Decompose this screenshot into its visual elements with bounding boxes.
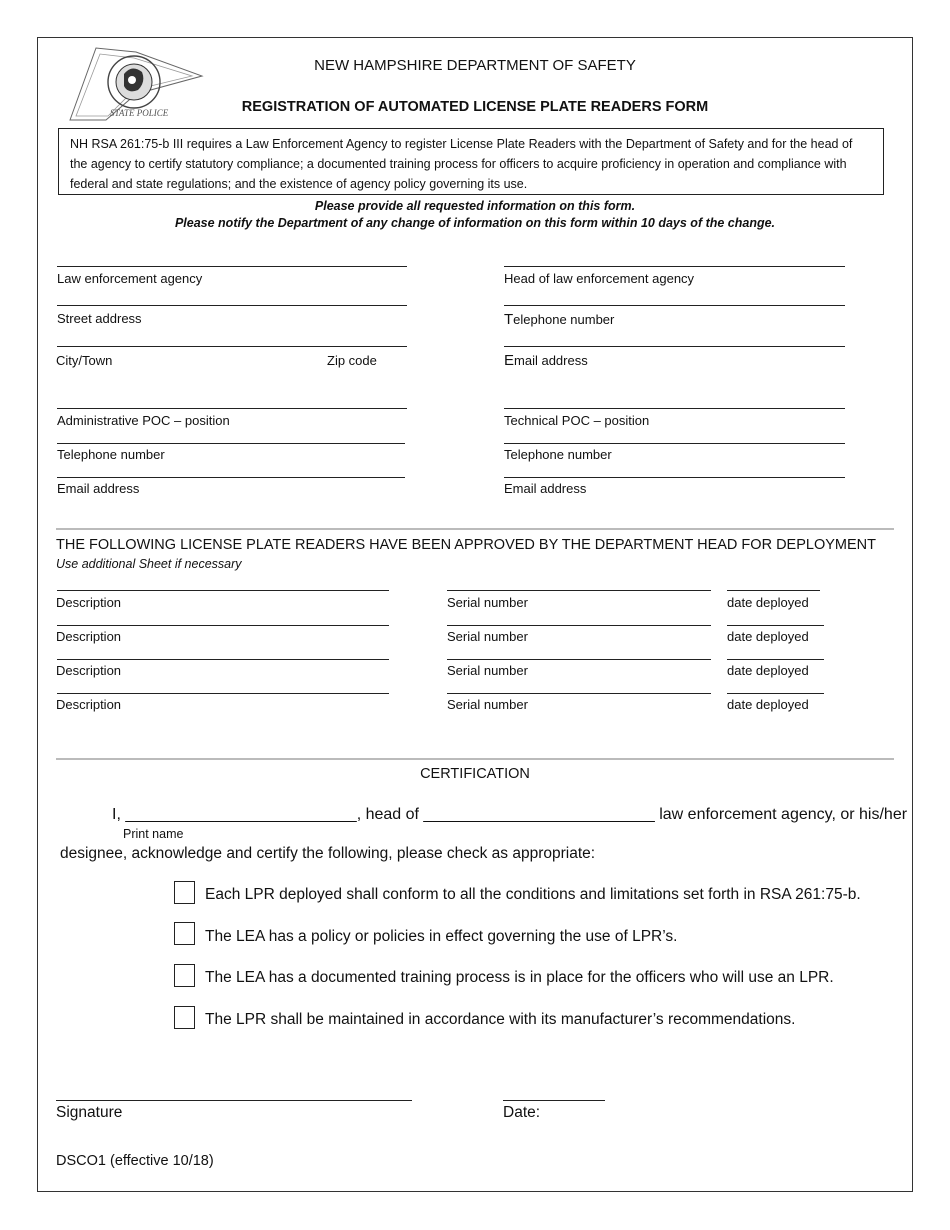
tech-poc-position-field[interactable] (504, 408, 845, 409)
admin-poc-email-field[interactable] (57, 477, 405, 478)
cert-item-3: The LEA has a documented training process is in place for the officers who will use an LPR. (205, 969, 834, 986)
print-name-label: Print name (123, 827, 184, 841)
agency-email-field[interactable] (504, 346, 845, 347)
zip-code-label: Zip code (327, 353, 377, 368)
serial-number-field[interactable] (447, 625, 711, 626)
serial-number-field[interactable] (447, 590, 711, 591)
tech-poc-position-label: Technical POC – position (504, 413, 650, 428)
cert-checkbox-1[interactable] (174, 881, 195, 904)
admin-poc-position-field[interactable] (57, 408, 407, 409)
signature-label: Signature (56, 1104, 123, 1121)
street-address-label: Street address (57, 311, 142, 326)
serial-number-field[interactable] (447, 693, 711, 694)
cert-item-2: The LEA has a policy or policies in effect governing the use of LPR’s. (205, 928, 678, 945)
description-field[interactable] (57, 659, 389, 660)
agency-telephone-label-rest: elephone number (513, 312, 615, 327)
description-field[interactable] (57, 625, 389, 626)
agency-name-label: Law enforcement agency (57, 271, 203, 286)
date-deployed-field[interactable] (727, 659, 824, 660)
city-town-label: City/Town (56, 353, 113, 368)
date-label: Date: (503, 1104, 541, 1121)
description-label: Description (56, 595, 122, 610)
description-label: Description (56, 697, 122, 712)
date-field[interactable] (503, 1100, 605, 1101)
department-name: NEW HAMPSHIRE DEPARTMENT OF SAFETY (314, 57, 636, 74)
cert-checkbox-3[interactable] (174, 964, 195, 987)
description-field[interactable] (57, 590, 389, 591)
lpr-heading: THE FOLLOWING LICENSE PLATE READERS HAVE BEEN APPROVED BY THE DEPARTMENT HEAD FOR DEPLOYMENT (56, 537, 876, 553)
designee-text: designee, acknowledge and certify the following, please check as appropriate: (60, 845, 596, 862)
admin-poc-position-label: Administrative POC – position (57, 413, 230, 428)
admin-poc-phone-field[interactable] (57, 443, 405, 444)
tech-poc-email-label: Email address (504, 481, 587, 496)
description-label: Description (56, 629, 122, 644)
tech-poc-email-field[interactable] (504, 477, 845, 478)
date-deployed-field[interactable] (727, 693, 824, 694)
agency-head-field[interactable] (504, 266, 845, 267)
cert-checkbox-2[interactable] (174, 922, 195, 945)
agency-telephone-label (504, 311, 614, 328)
serial-number-label: Serial number (447, 663, 528, 678)
section-divider (56, 528, 894, 530)
description-label: Description (56, 663, 122, 678)
date-deployed-label: date deployed (727, 629, 809, 644)
agency-email-label (504, 352, 588, 369)
lpr-subheading: Use additional Sheet if necessary (56, 557, 242, 571)
date-deployed-label: date deployed (727, 663, 809, 678)
tech-poc-phone-field[interactable] (504, 443, 845, 444)
certification-heading: CERTIFICATION (420, 766, 530, 782)
agency-telephone-label-initial: T (504, 311, 514, 328)
admin-poc-phone-label: Telephone number (57, 447, 165, 462)
agency-telephone-field[interactable] (504, 305, 845, 306)
signature-field[interactable] (56, 1100, 412, 1101)
cert-item-1: Each LPR deployed shall conform to all the conditions and limitations set forth in RSA 261:75-b. (205, 886, 861, 903)
date-deployed-label: date deployed (727, 697, 809, 712)
form-title: REGISTRATION OF AUTOMATED LICENSE PLATE READERS FORM (241, 99, 709, 115)
agency-name-field[interactable] (57, 266, 407, 267)
cert-item-4: The LPR shall be maintained in accordance with its manufacturer’s recommendations. (205, 1011, 796, 1028)
date-deployed-label: date deployed (727, 595, 809, 610)
tech-poc-phone-label: Telephone number (504, 447, 612, 462)
instruction-line-1: Please provide all requested information on this form. (314, 199, 636, 213)
serial-number-field[interactable] (447, 659, 711, 660)
date-deployed-field[interactable] (727, 590, 820, 591)
form-code: DSCO1 (effective 10/18) (56, 1153, 214, 1169)
serial-number-label: Serial number (447, 595, 528, 610)
cert-checkbox-4[interactable] (174, 1006, 195, 1029)
admin-poc-email-label: Email address (57, 481, 140, 496)
svg-text:STATE POLICE: STATE POLICE (110, 108, 169, 118)
city-zip-field[interactable] (57, 346, 407, 347)
statute-notice: NH RSA 261:75-b III requires a Law Enforcement Agency to register License Plate Readers with the Department of Safety and for the head of the agency to certify statutory compliance; a documented training process for officers to acquire proficiency in operation and compliance with federal and state regulations; and the existence of agency policy governing its use. (58, 128, 884, 195)
instruction-line-2: Please notify the Department of any change of information on this form within 10 days of the change. (174, 216, 776, 230)
agency-email-label-initial: E (504, 352, 515, 369)
agency-head-label: Head of law enforcement agency (504, 271, 695, 286)
certification-statement: I, __________________________, head of __________________________ law enforcement agency, or his/her (112, 806, 908, 823)
serial-number-label: Serial number (447, 629, 528, 644)
agency-email-label-rest: mail address (514, 353, 588, 368)
date-deployed-field[interactable] (727, 625, 824, 626)
description-field[interactable] (57, 693, 389, 694)
serial-number-label: Serial number (447, 697, 528, 712)
section-divider (56, 758, 894, 760)
street-address-field[interactable] (57, 305, 407, 306)
